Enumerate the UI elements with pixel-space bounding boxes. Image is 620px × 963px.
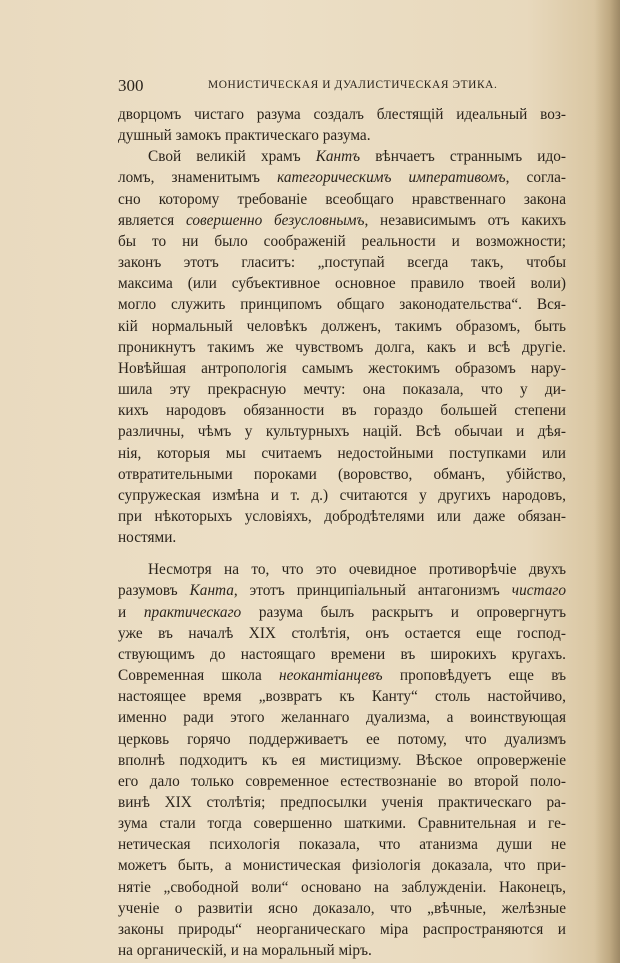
text-run: проповѣдуетъ еще въ [382, 667, 566, 685]
italic-term: категорическимъ императивомъ [277, 169, 506, 187]
italic-term: чистаго [511, 582, 566, 600]
text-run: дворцомъ чистаго разума создалъ блестящій идеальный воз- [118, 106, 566, 123]
text-line [118, 813, 566, 834]
text-line [118, 146, 566, 167]
text-run: , независимымъ отъ какихъ [364, 211, 566, 229]
text-line [118, 729, 566, 750]
text-run: душный замокъ практическаго разума. [118, 127, 371, 145]
text-line [118, 189, 566, 210]
text-line [118, 559, 566, 580]
text-run: является [118, 211, 186, 229]
text-run: ствующимъ до настоящаго времени въ широкихъ кругахъ. [118, 645, 566, 663]
text-run: вполнѣ подходитъ къ ея мистицизму. Вѣское опроверженіе [118, 751, 566, 769]
page-number: 300 [118, 76, 144, 95]
text-line [118, 940, 566, 961]
text-run: шила эту прекрасную мечту: она показала, что у ди- [118, 381, 566, 399]
text-run: бы то ни было соображеній реальности и возможности; [118, 232, 566, 250]
text-line [118, 252, 566, 273]
text-line [118, 834, 566, 855]
text-run: различны, чѣмъ у культурныхъ націй. Всѣ обычаи и дѣя- [118, 423, 566, 441]
text-line [118, 527, 566, 548]
text-run: нетическая психологія показала, что атанизма души не [118, 836, 566, 854]
text-run: именно ради этого желаннаго дуализма, а воинствующая [118, 709, 566, 727]
italic-term: Кантъ [315, 148, 361, 166]
text-run: , этотъ принципіальный антагонизмъ [233, 582, 512, 600]
text-run: при нѣкоторыхъ условіяхъ, добродѣтелями или даже обязан- [118, 507, 566, 525]
text-line [118, 421, 566, 442]
text-run: зума стали тогда совершенно шаткими. Сравнительная и ге- [118, 815, 566, 833]
italic-term: практическаго [143, 603, 242, 621]
text-line [118, 104, 566, 125]
body-text [118, 104, 566, 961]
text-run: ностями. [118, 529, 177, 547]
running-title: МОНИСТИЧЕСКАЯ И ДУАЛИСТИЧЕСКАЯ ЭТИКА. [208, 79, 498, 91]
text-run: настоящее время „возвратъ къ Канту“ столь настойчиво, [118, 688, 566, 706]
italic-term: Канта [189, 582, 234, 600]
text-run: отвратительными пороками (воровство, обманъ, убійство, [118, 465, 566, 483]
text-run: супружеская измѣна и т. д.) считаются у другихъ народовъ, [118, 486, 566, 504]
text-line [118, 792, 566, 813]
text-line [118, 623, 566, 644]
text-run: могло служить принципомъ общаго законодательства“. Вся- [118, 296, 566, 314]
text-run: его дало только современное естествознаніе во второй поло- [118, 772, 566, 790]
text-run: церковь горячо поддерживаетъ ее потому, что дуализмъ [118, 730, 566, 748]
text-line [118, 210, 566, 231]
text-line [118, 877, 566, 898]
text-run: Современная школа [118, 667, 280, 685]
text-line [118, 294, 566, 315]
italic-term: неокантіанцевъ [279, 667, 383, 685]
text-line [118, 580, 566, 601]
text-line [118, 750, 566, 771]
text-run: Несмотря на то, что это очевидное противорѣчіе двухъ [148, 561, 566, 579]
text-run: ученіе о развитіи ясно доказало, что „вѣчные, желѣзные [118, 899, 566, 917]
text-run: , согла- [505, 169, 566, 187]
text-line [118, 464, 566, 485]
text-line [118, 125, 566, 146]
text-line [118, 686, 566, 707]
text-line [118, 379, 566, 400]
text-line [118, 771, 566, 792]
text-run: кій нормальный человѣкъ долженъ, такимъ образомъ, быть [118, 317, 566, 335]
text-line [118, 358, 566, 379]
text-line [118, 898, 566, 919]
text-run: винѣ XIX столѣтія; предпосылки ученія практическаго ра- [118, 794, 566, 811]
text-run: разума былъ раскрытъ и опровергнутъ [241, 603, 567, 621]
text-line [118, 400, 566, 421]
text-line [118, 167, 566, 188]
text-run: можетъ быть, а монистическая физіологія доказала, что при- [118, 857, 566, 875]
page-edge-shadow [594, 0, 620, 963]
text-run: нятіе „свободной воли“ основано на заблужденіи. Наконецъ, [118, 878, 566, 896]
text-line [118, 443, 566, 464]
text-run: уже въ началѣ XIX столѣтія, онъ остается еще господ- [118, 624, 566, 642]
page-header [118, 76, 568, 96]
text-run: Свой великій храмъ [148, 148, 316, 166]
text-run: максима (или субъективное основное правило твоей воли) [118, 275, 566, 293]
text-run: сно которому требованіе всеобщаго нравственнаго закона [118, 190, 566, 208]
text-line [118, 506, 566, 527]
text-line [118, 644, 566, 665]
text-line [118, 316, 566, 337]
text-line [118, 707, 566, 728]
text-line [118, 665, 566, 686]
text-line [118, 919, 566, 940]
text-line [118, 602, 566, 623]
text-line [118, 231, 566, 252]
text-line [118, 485, 566, 506]
text-run: разумовъ [118, 582, 190, 600]
text-run: проникнутъ такимъ же чувствомъ долга, какъ и всѣ другіе. [118, 338, 566, 356]
text-line [118, 337, 566, 358]
text-line [118, 855, 566, 876]
text-run: нія, которыя мы считаемъ недостойными поступками или [118, 444, 566, 462]
text-run: вѣнчаетъ страннымъ идо- [360, 148, 567, 166]
text-run: и [118, 603, 144, 621]
text-line [118, 273, 566, 294]
text-run: ломъ, знаменитымъ [118, 169, 278, 187]
text-run: на органическій, и на моральный міръ. [118, 942, 372, 960]
text-run: кихъ народовъ обязанности въ гораздо большей степени [118, 402, 566, 420]
italic-term: совершенно безусловнымъ [185, 211, 365, 229]
text-run: Новѣйшая антропологія самымъ жестокимъ образомъ нару- [118, 359, 566, 377]
text-run: законъ этотъ гласитъ: „поступай всегда такъ, чтобы [118, 254, 566, 272]
text-run: законы природы“ неорганическаго міра распространяются и [118, 920, 566, 938]
